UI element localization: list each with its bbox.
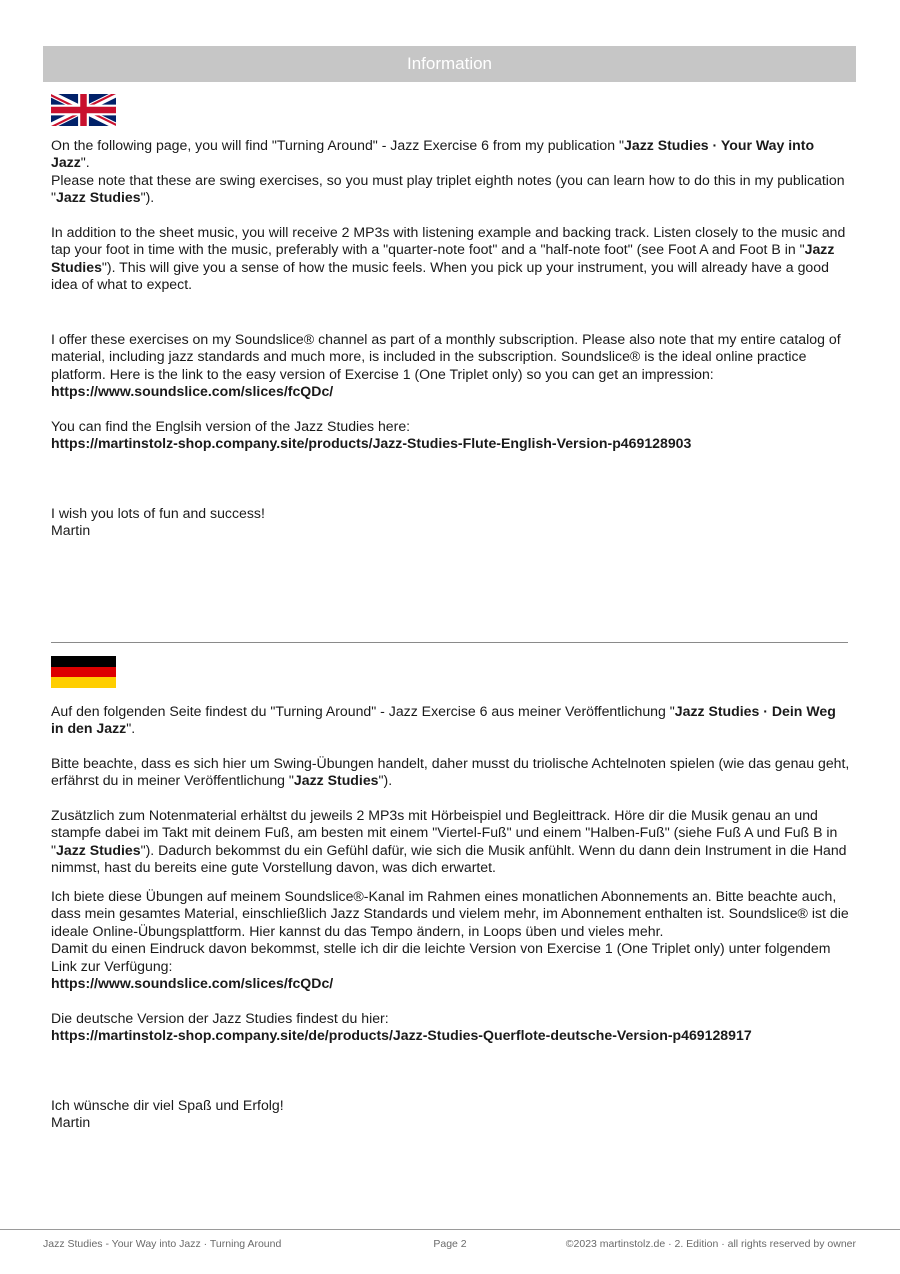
en-paragraph-intro: On the following page, you will find "Turning Around" - Jazz Exercise 6 from my publication "Jazz Studies · Your Way into Jazz".: [51, 137, 815, 171]
en-paragraph-mp3: In addition to the sheet music, you will receive 2 MP3s with listening example and backing track. Listen closely to the music and tap your foot in time with the music, preferably with a "quarter-note foot" and a "half-note foot" (see Foot A and Foot B in "Jazz Studies"). This will give you a sense of how the music feels. When you pick up your instrument, you will already have a good idea of what to expect.: [51, 224, 846, 293]
en-paragraph-swing: Please note that these are swing exercises, so you must play triplet eighth notes (you can learn how to do this in my publication "Jazz Studies").: [51, 172, 845, 206]
footer-divider: [0, 1229, 900, 1230]
header-title: Information: [406, 54, 493, 73]
de-paragraph-version: Die deutsche Version der Jazz Studies findest du hier: https://martinstolz-shop.company.site/de/products/Jazz-Studies-Querflote-deutsche-Version-p469128917: [51, 1010, 752, 1044]
footer-page-number: Page 2: [433, 1238, 467, 1250]
page-header: [43, 46, 856, 82]
en-publication-title: Jazz Studies · Your Way into Jazz: [51, 137, 815, 171]
de-flag-icon: [51, 656, 116, 688]
de-paragraph-mp3: Zusätzlich zum Notenmaterial erhältst du jeweils 2 MP3s mit Hörbeispiel und Begleittrack. Höre dir die Musik genau an und stampfe dabei im Takt mit deinem Fuß, am besten mit einem "Viertel-Fuß" und einem "Halben-Fuß" (siehe Fuß A und Fuß B in "Jazz Studies"). Dadurch bekommst du ein Gefühl dafür, wie sich die Musik anfühlt. Wenn du dann dein Instrument in die Hand nimmst, hast du bereits eine gute Vorstellung davon, was dich erwartet.: [51, 807, 847, 876]
de-signature: Martin: [51, 1114, 91, 1131]
de-paragraph-intro: Auf den folgenden Seite findest du "Turning Around" - Jazz Exercise 6 aus meiner Veröffentlichung "Jazz Studies · Dein Weg in den Jazz".: [51, 703, 836, 737]
de-paragraph-soundslice: Ich biete diese Übungen auf meinem Soundslice®-Kanal im Rahmen eines monatlichen Abonnements an. Bitte beachte auch, dass mein gesamtes Material, einschließlich Jazz Standards und vielem mehr, im Abonnement enthalten ist. Soundslice® ist die ideale Online-Übungsplattform. Hier kannst du das Tempo ändern, in Loops üben und vieles mehr. Damit du einen Eindruck davon bekommst, stelle ich dir die leichte Version von Exercise 1 (One Triplet only) unter folgendem Link zur Verfügung: https://www.soundslice.com/slices/fcQDc/: [51, 888, 849, 992]
footer-copyright: ©2023 martinstolz.de · 2. Edition · all rights reserved by owner: [565, 1238, 856, 1250]
de-shop-link[interactable]: https://martinstolz-shop.company.site/de/products/Jazz-Studies-Querflote-deutsche-Version-p469128917: [51, 1027, 752, 1044]
de-publication-title: Jazz Studies · Dein Weg in den Jazz: [51, 703, 836, 737]
section-divider: [51, 642, 848, 643]
footer-left: Jazz Studies - Your Way into Jazz · Turning Around: [43, 1238, 282, 1250]
en-shop-link[interactable]: https://martinstolz-shop.company.site/products/Jazz-Studies-Flute-English-Version-p469128903: [51, 435, 692, 452]
de-closing: Ich wünsche dir viel Spaß und Erfolg! Martin: [51, 1097, 851, 1132]
de-soundslice-link[interactable]: https://www.soundslice.com/slices/fcQDc/: [51, 975, 334, 992]
en-paragraph-soundslice: I offer these exercises on my Soundslice® channel as part of a monthly subscription. Please also note that my entire catalog of material, including jazz standards and much more, is included in the subscription. Soundslice® is the ideal online practice platform. Here is the link to the easy version of Exercise 1 (One Triplet only) so you can get an impression: https://www.soundslice.com/slices/fcQDc/: [51, 331, 841, 400]
en-soundslice-link[interactable]: https://www.soundslice.com/slices/fcQDc/: [51, 383, 334, 400]
uk-flag-icon: [51, 94, 116, 126]
en-closing: I wish you lots of fun and success! Martin: [51, 505, 851, 540]
de-paragraph-swing: Bitte beachte, dass es sich hier um Swing-Übungen handelt, daher musst du triolische Achtelnoten spielen (wie das genau geht, erfährst du in meiner Veröffentlichung "Jazz Studies").: [51, 755, 850, 789]
en-signature: Martin: [51, 522, 91, 539]
en-paragraph-version: You can find the Englsih version of the Jazz Studies here: https://martinstolz-shop.company.site/products/Jazz-Studies-Flute-English-Version-p469128903: [51, 418, 692, 452]
